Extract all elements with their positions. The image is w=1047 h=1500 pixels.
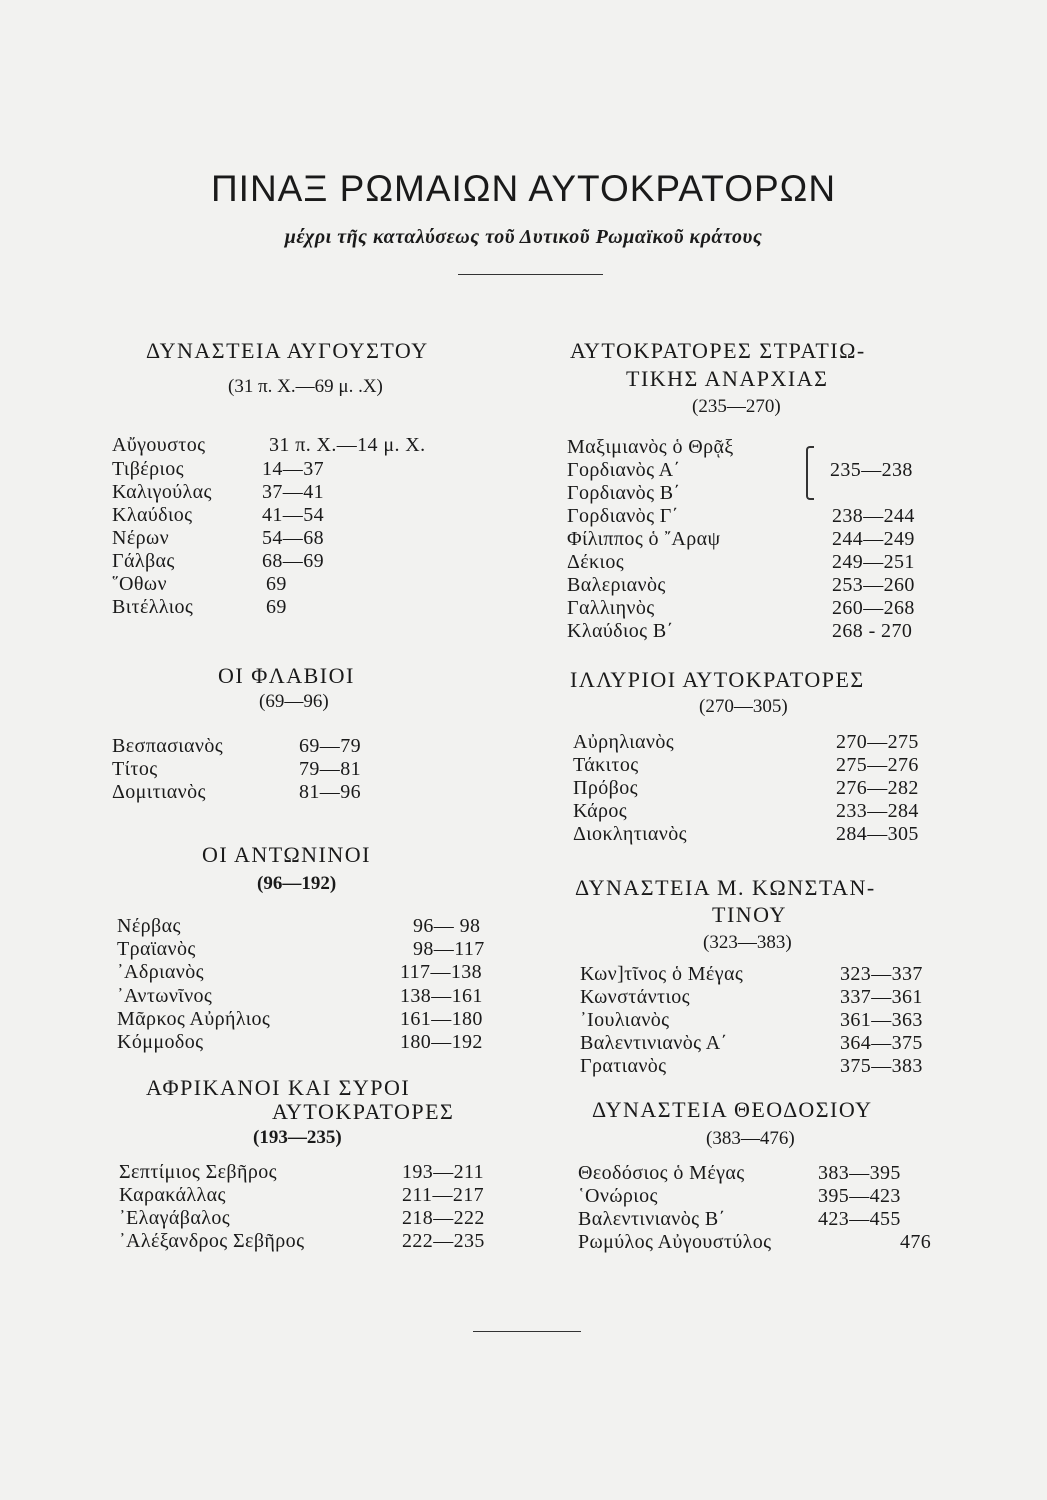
- emperor-years: 375—383: [840, 1055, 923, 1077]
- emperor-years: 260—268: [832, 597, 915, 619]
- emperor-years: 253—260: [832, 574, 915, 596]
- section-range-african: (193—235): [253, 1127, 342, 1148]
- emperor-name: Βιτέλλιος: [112, 596, 194, 618]
- emperor-years: 14—37: [262, 458, 324, 480]
- emperor-years: 211—217: [402, 1184, 485, 1206]
- section-title-anarchy-line2: ΤΙΚΗΣ ΑΝΑΡΧΙΑΣ: [626, 366, 829, 391]
- emperor-years: 423—455: [818, 1208, 901, 1230]
- emperor-name: Καλιγούλας: [112, 481, 212, 503]
- emperor-name: Τίτος: [112, 758, 158, 780]
- emperor-years: 244—249: [832, 528, 915, 550]
- section-title-african-line2: ΑΥΤΟΚΡΑΤΟΡΕΣ: [272, 1099, 455, 1124]
- emperor-years: 270—275: [836, 731, 919, 753]
- emperor-name: ᾿Αντωνῖνος: [117, 985, 213, 1007]
- emperor-name: Κλαύδιος: [112, 504, 193, 526]
- emperor-years: 138—161: [400, 985, 483, 1007]
- emperor-name: Φίλιππος ὁ ῎Αραψ: [567, 528, 721, 550]
- emperor-name: ᾿Ιουλιανὸς: [580, 1009, 670, 1031]
- emperor-name: Κάρος: [573, 800, 628, 822]
- emperor-name: Γορδιανὸς Γ΄: [567, 505, 679, 527]
- section-title-constantine-line2: ΤΙΝΟΥ: [712, 902, 787, 927]
- emperor-name: Βαλεντινιανὸς Β΄: [578, 1208, 726, 1230]
- emperor-years: 31 π. Χ.—14 μ. Χ.: [269, 434, 426, 456]
- emperor-name: Κλαύδιος Β΄: [567, 620, 674, 642]
- emperor-name: Μαξιμιανὸς ὁ Θρᾷξ: [567, 436, 734, 458]
- title-divider: [458, 274, 603, 275]
- emperor-name: Γαλλιηνὸς: [567, 597, 655, 619]
- emperor-name: Θεοδόσιος ὁ Μέγας: [578, 1162, 745, 1184]
- emperor-years: 276—282: [836, 777, 919, 799]
- emperor-years: 79—81: [299, 758, 361, 780]
- emperor-name: Νέρων: [112, 527, 170, 549]
- emperor-years: 323—337: [840, 963, 923, 985]
- emperor-name: Αὔγουστος: [112, 434, 206, 456]
- emperor-years: 218—222: [402, 1207, 485, 1229]
- section-title-flavians: ΟΙ ΦΛΑΒΙΟΙ: [218, 663, 355, 688]
- section-title-constantine: ΔΥΝΑΣΤΕΙΑ Μ. ΚΩΝΣΤΑΝ-: [575, 875, 876, 900]
- emperor-years: 193—211: [402, 1161, 485, 1183]
- emperor-years: 69: [266, 596, 287, 618]
- emperor-years: 268 - 270: [832, 620, 913, 642]
- emperor-name: Αὐρηλιανὸς: [573, 731, 675, 753]
- bottom-divider: [473, 1331, 581, 1332]
- emperor-name: ῞Οθων: [112, 573, 167, 595]
- section-title-illyrian: ΙΛΛΥΡΙΟΙ ΑΥΤΟΚΡΑΤΟΡΕΣ: [570, 667, 865, 692]
- emperor-years: 98—117: [413, 938, 485, 960]
- section-range-flavians: (69—96): [259, 691, 329, 712]
- section-title-antonines: ΟΙ ΑΝΤΩΝΙΝΟΙ: [202, 842, 371, 867]
- emperor-years: 275—276: [836, 754, 919, 776]
- emperor-years: 37—41: [262, 481, 324, 503]
- emperor-name: Δέκιος: [567, 551, 625, 573]
- section-range-theodosius: (383—476): [706, 1128, 795, 1149]
- emperor-name: Διοκλητιανὸς: [573, 823, 687, 845]
- emperor-name: Τάκιτος: [573, 754, 639, 776]
- section-title-african: ΑΦΡΙΚΑΝΟΙ ΚΑΙ ΣΥΡΟΙ: [146, 1075, 411, 1100]
- emperor-name: ᾿Αδριανὸς: [117, 961, 204, 983]
- emperor-years: 161—180: [400, 1008, 483, 1030]
- emperor-name: Σεπτίμιος Σεβῆρος: [119, 1161, 277, 1183]
- emperor-name: Κων]τῖνος ὁ Μέγας: [580, 963, 744, 985]
- emperor-years: 222—235: [402, 1230, 485, 1252]
- emperor-years: 233—284: [836, 800, 919, 822]
- emperor-years: 81—96: [299, 781, 361, 803]
- emperor-name: Ρωμύλος Αὐγουστύλος: [578, 1231, 772, 1253]
- section-range-antonines: (96—192): [257, 873, 337, 894]
- emperor-name: Δομιτιανὸς: [112, 781, 206, 803]
- emperor-name: ᾿Αλέξανδρος Σεβῆρος: [119, 1230, 305, 1252]
- emperor-years: 249—251: [832, 551, 915, 573]
- emperor-years: 395—423: [818, 1185, 901, 1207]
- emperor-name: Βαλεντινιανὸς Α΄: [580, 1032, 728, 1054]
- emperor-name: Γρατιανὸς: [580, 1055, 667, 1077]
- emperor-name: Γορδιανὸς Α΄: [567, 459, 681, 481]
- emperor-years: 69—79: [299, 735, 361, 757]
- emperor-name: Κωνστάντιος: [580, 986, 690, 1008]
- emperor-name: ᾿Ελαγάβαλος: [119, 1207, 231, 1229]
- bracket-brace: [806, 446, 814, 500]
- emperor-years: 96— 98: [413, 915, 481, 937]
- emperor-years: 476: [900, 1231, 932, 1253]
- page-subtitle: μέχρι τῆς καταλύσεως τοῦ Δυτικοῦ Ρωμαϊκοῦ κράτους: [284, 226, 763, 248]
- emperor-name: Βεσπασιανὸς: [112, 735, 224, 757]
- emperor-name: Πρόβος: [573, 777, 638, 799]
- section-range-augustus: (31 π. Χ.—69 μ. .Χ): [228, 376, 383, 397]
- emperor-years: 284—305: [836, 823, 919, 845]
- emperor-years: 41—54: [262, 504, 324, 526]
- emperor-years: 364—375: [840, 1032, 923, 1054]
- emperor-years: 117—138: [400, 961, 483, 983]
- emperor-years: 180—192: [400, 1031, 483, 1053]
- page-title: ΠΙΝΑΞ ΡΩΜΑΙΩΝ ΑΥΤΟΚΡΑΤΟΡΩΝ: [210, 168, 837, 209]
- emperor-years: 68—69: [262, 550, 324, 572]
- emperor-name: Τιβέριος: [112, 458, 184, 480]
- emperor-name: Τραϊανὸς: [117, 938, 196, 960]
- section-title-augustus: ΔΥΝΑΣΤΕΙΑ ΑΥΓΟΥΣΤΟΥ: [146, 338, 429, 363]
- section-title-theodosius: ΔΥΝΑΣΤΕΙΑ ΘΕΟΔΟΣΙΟΥ: [592, 1097, 873, 1122]
- section-range-constantine: (323—383): [703, 932, 792, 953]
- emperor-name: Καρακάλλας: [119, 1184, 226, 1206]
- emperor-name: Μᾶρκος Αὐρήλιος: [117, 1008, 271, 1030]
- emperor-name: Νέρβας: [117, 915, 181, 937]
- section-range-anarchy: (235—270): [692, 396, 781, 417]
- section-range-illyrian: (270—305): [699, 696, 788, 717]
- emperor-years: 337—361: [840, 986, 923, 1008]
- emperor-years: 361—363: [840, 1009, 923, 1031]
- emperor-years: 69: [266, 573, 287, 595]
- emperor-years: 383—395: [818, 1162, 901, 1184]
- emperor-name: Κόμμοδος: [117, 1031, 204, 1053]
- section-title-anarchy: ΑΥΤΟΚΡΑΤΟΡΕΣ ΣΤΡΑΤΙΩ-: [570, 338, 866, 363]
- page: ΠΙΝΑΞ ΡΩΜΑΙΩΝ ΑΥΤΟΚΡΑΤΟΡΩΝ μέχρι τῆς καταλύσεως τοῦ Δυτικοῦ Ρωμαϊκοῦ κράτους ΔΥΝΑΣΤΕΙΑ ΑΥΓΟΥΣΤΟΥ (31 π. Χ.—69 μ. .Χ) Αὔγουστος 31 π. Χ.—14 μ. Χ. Τιβέριος 14—37 Καλιγούλας 37—41 Κλαύδιος 41—54 Νέρων 54—68 Γάλβας 68—69 ῞Οθων 69 Βιτέλλιος 69 ΟΙ ΦΛΑΒΙΟΙ (69—96) Βεσπασιανὸς 69—79 Τίτος 79—81 Δομιτιανὸς 81—96 ΟΙ ΑΝΤΩΝΙΝΟΙ (96—192) Νέρβας 96— 98 Τραϊανὸς 98—117 ᾿Αδριανὸς 117—138 ᾿Αντωνῖνος 138—161 Μᾶρκος Αὐρήλιος 161—180 Κόμμοδος 180—192 ΑΦΡΙΚΑΝΟΙ ΚΑΙ ΣΥΡΟΙ ΑΥΤΟΚΡΑΤΟΡΕΣ (193—235) Σεπτίμιος Σεβῆρος 193—211 Καρακάλλας 211—217 ᾿Ελαγάβαλος 218—222 ᾿Αλέξανδρος Σεβῆρος 222—235 ΑΥΤΟΚΡΑΤΟΡΕΣ ΣΤΡΑΤΙΩ- ΤΙΚΗΣ ΑΝΑΡΧΙΑΣ (235—270) Μαξιμιανὸς ὁ Θρᾷξ Γορδιανὸς Α΄ Γορδιανὸς Β΄ 235—238 Γορδιανὸς Γ΄ 238—244 Φίλιππος ὁ ῎Αραψ 244—249 Δέκιος 249—251 Βαλεριανὸς 253—260 Γαλλιηνὸς 260—268 Κλαύδιος Β΄ 268 - 270 ΙΛΛΥΡΙΟΙ ΑΥΤΟΚΡΑΤΟΡΕΣ (270—305) Αὐρηλιανὸς 270—275 Τάκιτος 275—276 Πρόβος 276—282 Κάρος 233—284 Διοκλητιανὸς 284—305 ΔΥΝΑΣΤΕΙΑ Μ. ΚΩΝΣΤΑΝ- ΤΙΝΟΥ (323—383) Κων]τῖνος ὁ Μέγας 323—337 Κωνστάντιος 337—361 ᾿Ιουλιανὸς 361—363 Βαλεντινιανὸς Α΄ 364—375 Γρατιανὸς 375—383 ΔΥΝΑΣΤΕΙΑ ΘΕΟΔΟΣΙΟΥ (383—476) Θεοδόσιος ὁ Μέγας 383—395 ῾Ονώριος 395—423 Βαλεντινιανὸς Β΄ 423—455 Ρωμύλος Αὐγουστύλος 476: [0, 0, 1047, 1500]
- emperor-name: Γάλβας: [112, 550, 175, 572]
- emperor-years: 54—68: [262, 527, 324, 549]
- emperor-name: Βαλεριανὸς: [567, 574, 666, 596]
- emperor-name: Γορδιανὸς Β΄: [567, 482, 681, 504]
- emperor-years: 238—244: [832, 505, 915, 527]
- emperor-name: ῾Ονώριος: [578, 1185, 658, 1207]
